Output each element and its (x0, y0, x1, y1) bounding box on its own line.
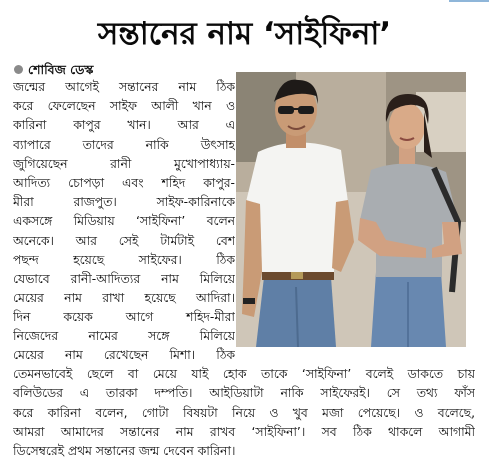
body-line: পছন্দ হয়েছে সাইফের। ঠিক (13, 252, 235, 267)
byline (14, 62, 93, 78)
body-line: মেয়ের নাম রাখা হয়েছে আদিরা। (13, 291, 235, 306)
body-line: মেয়ের নাম রেখেছেন মিশা। ঠিক (13, 348, 235, 362)
body-line: করে কারিনা বলেন, গোটা বিষয়টা নিয়ে ও খুব মজা পেয়েছে। ও বলেছে, (13, 405, 475, 420)
body-column (13, 78, 235, 347)
bullet-dot-icon (14, 65, 23, 74)
top-rule-mark (449, 0, 489, 8)
body-line: জন্মের আগেই সন্তানের নাম ঠিক (13, 80, 235, 94)
byline-text: শোবিজ ডেস্ক (28, 62, 94, 77)
body-line: একসঙ্গে মিডিয়ায় ‘সাইফিনা’ বলেন (13, 214, 235, 229)
body-line: দিন কয়েক আগে শহিদ-মীরা (13, 310, 235, 325)
body-line: বলিউডের এ তারকা দম্পতি। আইডিয়াটা নাকি সাইফেরই। সে তথ্য ফাঁস (13, 386, 475, 401)
body-line: আমরা আমাদের সন্তানের নাম রাখব ‘সাইফিনা’। সব ঠিক থাকলে আগামী (13, 424, 475, 439)
body-line: জুগিয়েছেন রানী মুখোপাধ্যায়- (13, 156, 235, 171)
body-line: ডিসেম্বরেই প্রথম সন্তানের জন্ম দেবেন কারিনা। (13, 443, 236, 458)
body-line: নিজেদের নামের সঙ্গে মিলিয়ে (13, 329, 235, 344)
body-line: করে ফেলেছেন সাইফ আলী খান ও (13, 99, 235, 114)
body-line: যেভাবে রানী-আদিত্যর নাম মিলিয়ে (13, 271, 235, 286)
body-line: কারিনা কাপুর খান। আর এ (13, 118, 235, 133)
body-line: তেমনভাবেই ছেলে বা মেয়ে যাই হোক তাকে ‘সাইফিনা’ বলেই ডাকতে চায় (13, 367, 475, 382)
body-line: ব্যাপারে তাদের নাকি উৎসাহ (13, 137, 235, 152)
body-line: আদিত্য চোপড়া এবং শহিদ কাপুর- (13, 175, 235, 190)
couple-photo-illustration (236, 72, 466, 347)
couple-photo (236, 72, 466, 347)
headline: সন্তানের নাম ‘সাইফিনা’ (97, 16, 392, 52)
body-line: অনেকে। আর সেই টার্মটাই বেশ (13, 233, 235, 248)
body-line: মীরা রাজপুত। সাইফ-কারিনাকে (13, 195, 235, 210)
top-rule (0, 0, 489, 10)
body-wide (13, 346, 475, 461)
